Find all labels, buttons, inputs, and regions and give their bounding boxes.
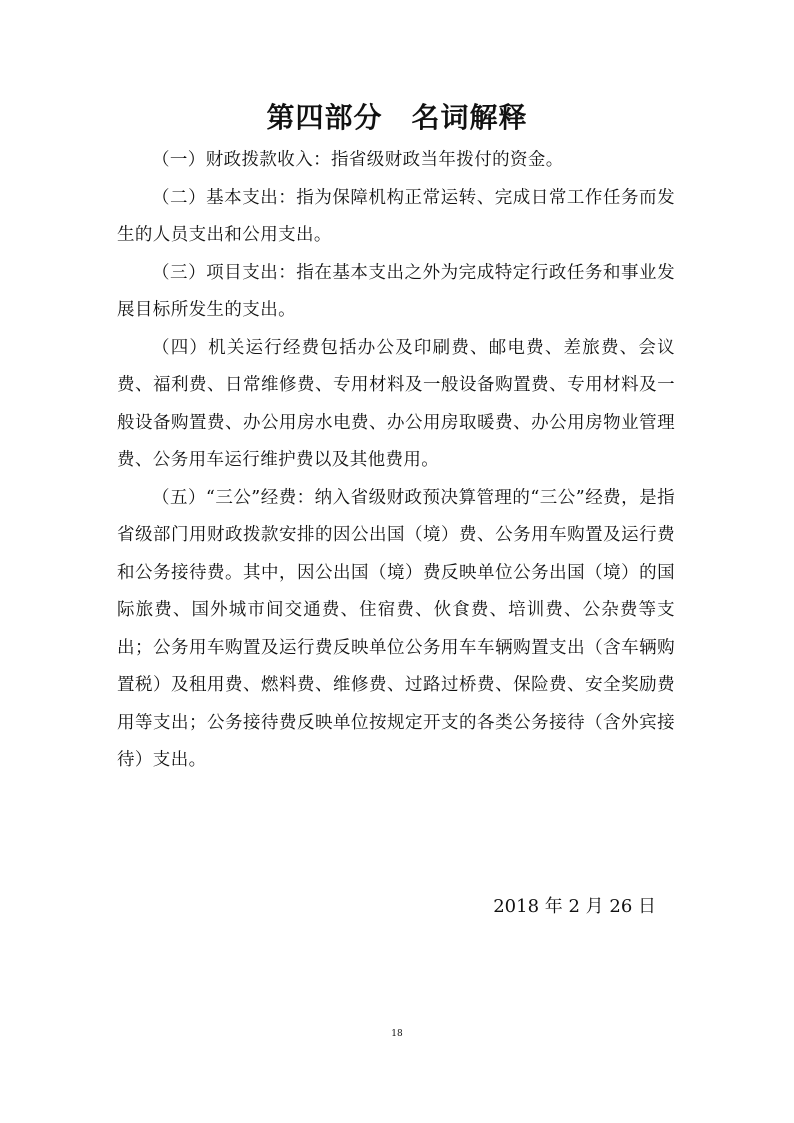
paragraph-operating-expenses: （四）机关运行经费包括办公及印刷费、邮电费、差旅费、会议费、福利费、日常维修费、专用材料及一般设备购置费、专用材料及一般设备购置费、办公用房水电费、办公用房取暖费、办公用房物业管理费、公务用车运行维护费以及其他费用。 — [117, 337, 675, 470]
paragraph-financial-appropriation-income: （一）财政拨款收入：指省级财政当年拨付的资金。 — [152, 150, 564, 170]
paragraph-project-expenditure: （三）项目支出：指在基本支出之外为完成特定行政任务和事业发展目标所发生的支出。 — [117, 262, 675, 320]
paragraph-three-public-expenses: （五）“三公”经费：纳入省级财政预决算管理的“三公”经费，是指省级部门用财政拨款安排的因公出国（境）费、公务用车购置及运行费和公务接待费。其中，因公出国（境）费反映单位公务出国（境）的国际旅费、国外城市间交通费、住宿费、伙食费、培训费、公杂费等支出；公务用车购置及运行费反映单位公务用车车辆购置支出（含车辆购置税）及租用费、燃料费、维修费、过路过桥费、保险费、安全奖励费用等支出；公务接待费反映单位按规定开支的各类公务接待（含外宾接待）支出。 — [117, 487, 675, 770]
document-body — [117, 142, 675, 780]
page-number: 18 — [391, 1029, 403, 1039]
document-date: 2018 年 2 月 26 日 — [493, 896, 656, 917]
paragraph-basic-expenditure: （二）基本支出：指为保障机构正常运转、完成日常工作任务而发生的人员支出和公用支出。 — [117, 187, 675, 245]
page-title: 第四部分 名词解释 — [266, 101, 528, 134]
